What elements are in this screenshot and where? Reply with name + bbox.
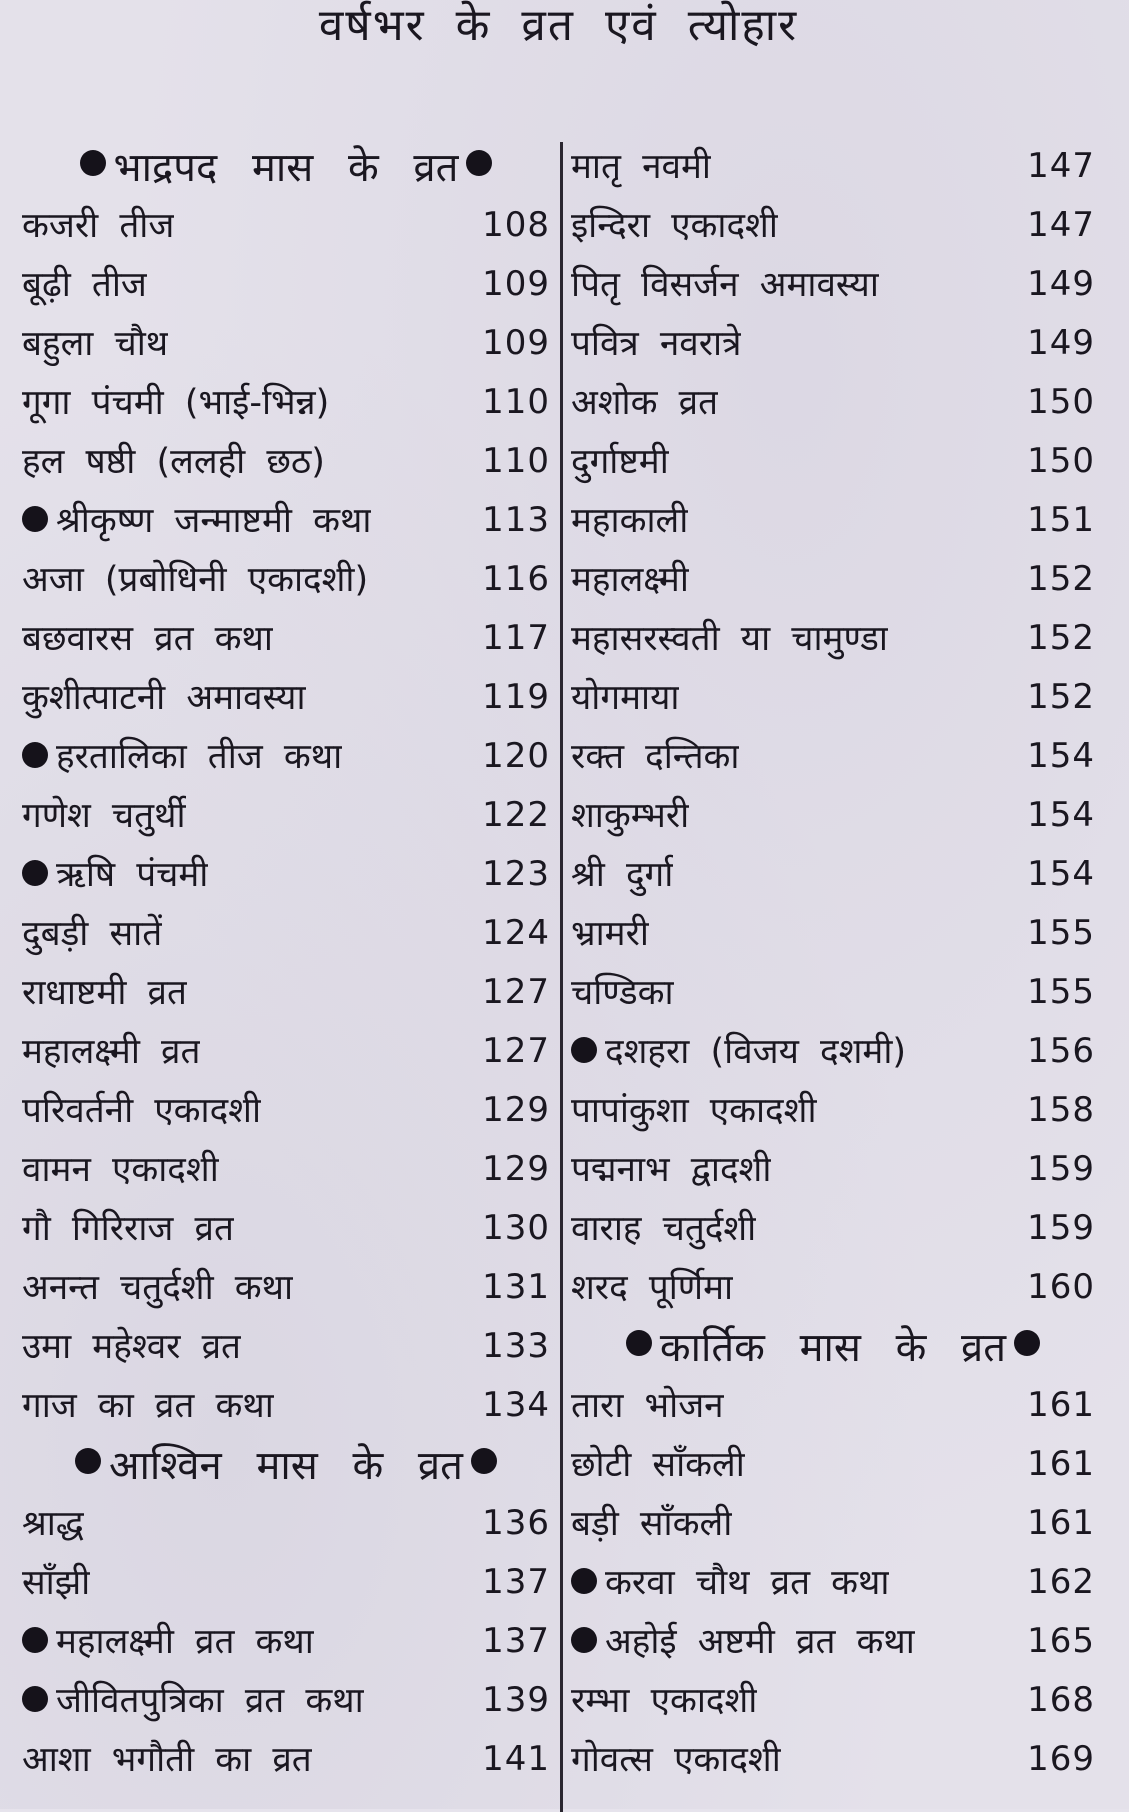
entry-name (22, 1027, 200, 1074)
entry-name (22, 1086, 261, 1133)
entry-page-number: 156 (1027, 1030, 1095, 1071)
month-heading (571, 1316, 1095, 1375)
index-entry (22, 549, 550, 608)
bullet-icon (80, 150, 106, 176)
entry-title: पवित्र नवरात्रे (571, 324, 742, 364)
entry-title: राधाष्टमी व्रत (22, 973, 187, 1013)
entry-name (22, 260, 147, 307)
index-entry (571, 1080, 1095, 1139)
entry-name (571, 496, 688, 543)
index-entry (22, 608, 550, 667)
entry-page-number: 109 (482, 263, 550, 304)
entry-page-number: 134 (482, 1384, 550, 1425)
entry-page-number: 137 (482, 1620, 550, 1661)
index-entry (571, 431, 1095, 490)
entry-title: दुर्गाष्टमी (571, 442, 669, 482)
entry-title: बूढ़ी तीज (22, 265, 147, 305)
entry-page-number: 161 (1027, 1384, 1095, 1425)
index-entry (22, 844, 550, 903)
index-entry (571, 1021, 1095, 1080)
entry-name (571, 555, 689, 602)
entry-title: मातृ नवमी (571, 147, 711, 187)
entry-title: शाकुम्भरी (571, 796, 690, 836)
entry-name (22, 1558, 90, 1605)
index-entry (571, 372, 1095, 431)
entry-title: अजा (प्रबोधिनी एकादशी) (22, 560, 369, 600)
entry-page-number: 155 (1027, 912, 1095, 953)
entry-title: करवा चौथ व्रत कथा (605, 1563, 890, 1603)
entry-page-number: 160 (1027, 1266, 1095, 1307)
entry-name (22, 1322, 241, 1369)
index-entry (22, 490, 550, 549)
entry-name (22, 1204, 234, 1251)
entry-page-number: 159 (1027, 1148, 1095, 1189)
entry-name (22, 319, 168, 366)
entry-name (22, 378, 329, 425)
entry-name (22, 1145, 219, 1192)
entry-title: साँझी (22, 1563, 91, 1603)
entry-title: तारा भोजन (571, 1386, 724, 1426)
index-entry (571, 608, 1095, 667)
entry-name (571, 1440, 745, 1487)
index-entry (22, 1257, 550, 1316)
index-entry (571, 1198, 1095, 1257)
entry-page-number: 165 (1027, 1620, 1095, 1661)
entry-page-number: 149 (1027, 263, 1095, 304)
entry-name (571, 142, 711, 189)
entry-title: इन्दिरा एकादशी (571, 206, 778, 246)
index-entry (22, 1611, 550, 1670)
entry-name (571, 1086, 817, 1133)
index-entry (22, 1198, 550, 1257)
entry-page-number: 120 (482, 735, 550, 776)
entry-page-number: 139 (482, 1679, 550, 1720)
entry-page-number: 117 (482, 617, 550, 658)
entry-title: भ्रामरी (571, 914, 649, 954)
entry-page-number: 159 (1027, 1207, 1095, 1248)
entry-name (22, 909, 162, 956)
entry-page-number: 158 (1027, 1089, 1095, 1130)
bullet-icon (22, 742, 48, 768)
entry-title: दुबड़ी सातें (22, 914, 163, 954)
entry-page-number: 152 (1027, 617, 1095, 658)
index-entry (22, 1316, 550, 1375)
entry-title: रक्त दन्तिका (571, 737, 740, 777)
index-entry (571, 549, 1095, 608)
entry-title: पितृ विसर्जन अमावस्या (571, 265, 879, 305)
entry-name (571, 1263, 733, 1310)
entry-page-number: 130 (482, 1207, 550, 1248)
index-entry (571, 1552, 1095, 1611)
entry-page-number: 147 (1027, 145, 1095, 186)
entry-page-number: 154 (1027, 853, 1095, 894)
entry-title: गोवत्स एकादशी (571, 1740, 781, 1780)
index-entry (571, 785, 1095, 844)
entry-title: बछवारस व्रत कथा (22, 619, 273, 659)
entry-name (571, 614, 888, 661)
entry-page-number: 141 (482, 1738, 550, 1779)
entry-page-number: 113 (482, 499, 550, 540)
entry-name (571, 909, 649, 956)
entry-name (571, 850, 673, 897)
month-heading (22, 136, 550, 195)
entry-name (571, 319, 741, 366)
entry-name (571, 1204, 756, 1251)
index-entry (571, 254, 1095, 313)
entry-title: बहुला चौथ (22, 324, 169, 364)
entry-name (571, 1558, 889, 1605)
index-entry (571, 1493, 1095, 1552)
entry-title: महालक्ष्मी (571, 560, 689, 600)
entry-title: हल षष्ठी (ललही छठ) (22, 442, 325, 482)
index-entry (571, 903, 1095, 962)
entry-title: गौ गिरिराज व्रत (22, 1209, 234, 1249)
entry-name (22, 201, 174, 248)
entry-name (22, 1735, 312, 1782)
index-entry (571, 490, 1095, 549)
index-entry (571, 195, 1095, 254)
index-entry (571, 1729, 1095, 1788)
entry-title: अशोक व्रत (571, 383, 719, 423)
index-entry (571, 726, 1095, 785)
entry-name (571, 791, 689, 838)
entry-title: जीवितपुत्रिका व्रत कथा (56, 1681, 364, 1721)
entry-name (571, 1499, 732, 1546)
index-entry (22, 431, 550, 490)
entry-page-number: 150 (1027, 440, 1095, 481)
entry-page-number: 127 (482, 1030, 550, 1071)
entry-page-number: 147 (1027, 204, 1095, 245)
entry-page-number: 119 (482, 676, 550, 717)
index-entry (571, 1257, 1095, 1316)
entry-title: कुशीत्पाटनी अमावस्या (22, 678, 306, 718)
entry-name (22, 437, 325, 484)
bullet-icon (22, 1686, 48, 1712)
entry-page-number: 161 (1027, 1443, 1095, 1484)
index-entry (22, 372, 550, 431)
entry-title: दशहरा (विजय दशमी) (605, 1032, 907, 1072)
entry-title: आशा भगौती का व्रत (22, 1740, 312, 1780)
right-column (563, 136, 1095, 1809)
entry-name (22, 555, 368, 602)
entry-name (22, 1381, 274, 1428)
index-entry (22, 1552, 550, 1611)
entry-name (22, 850, 208, 897)
entry-name (22, 496, 371, 543)
index-entry (22, 1493, 550, 1552)
page-title: वर्षभर के व्रत एवं त्योहार (318, 0, 799, 51)
entry-name (571, 378, 718, 425)
entry-title: कजरी तीज (22, 206, 175, 246)
entry-title: उमा महेश्वर व्रत (22, 1327, 242, 1367)
bullet-icon (75, 1448, 101, 1474)
index-entry (22, 254, 550, 313)
entry-name (571, 260, 879, 307)
entry-page-number: 150 (1027, 381, 1095, 422)
entry-name (571, 968, 674, 1015)
entry-name (22, 1263, 293, 1310)
bullet-icon (626, 1330, 652, 1356)
entry-title: योगमाया (571, 678, 680, 718)
month-heading (22, 1434, 550, 1493)
index-entry (22, 1670, 550, 1729)
index-entry (22, 903, 550, 962)
bullet-icon (22, 506, 48, 532)
entry-page-number: 124 (482, 912, 550, 953)
entry-name (571, 1145, 771, 1192)
index-entry (571, 1611, 1095, 1670)
bullet-icon (471, 1448, 497, 1474)
entry-title: महालक्ष्मी व्रत कथा (56, 1622, 314, 1662)
entry-page-number: 136 (482, 1502, 550, 1543)
entry-title: गाज का व्रत कथा (22, 1386, 274, 1426)
entry-page-number: 133 (482, 1325, 550, 1366)
entry-page-number: 131 (482, 1266, 550, 1307)
entry-title: गणेश चतुर्थी (22, 796, 186, 836)
entry-page-number: 168 (1027, 1679, 1095, 1720)
index-entry (22, 726, 550, 785)
entry-name (571, 732, 739, 779)
entry-page-number: 109 (482, 322, 550, 363)
entry-title: छोटी साँकली (571, 1445, 745, 1485)
entry-name (22, 614, 273, 661)
index-entry (571, 1139, 1095, 1198)
entry-page-number: 154 (1027, 735, 1095, 776)
entry-title: वामन एकादशी (22, 1150, 219, 1190)
index-entry (22, 667, 550, 726)
entry-title: पद्मनाभ द्वादशी (571, 1150, 772, 1190)
entry-page-number: 161 (1027, 1502, 1095, 1543)
index-entry (571, 1670, 1095, 1729)
index-entry (571, 313, 1095, 372)
bullet-icon (1014, 1330, 1040, 1356)
index-entry (571, 844, 1095, 903)
entry-page-number: 149 (1027, 322, 1095, 363)
entry-title: श्रीकृष्ण जन्माष्टमी कथा (56, 501, 372, 541)
entry-page-number: 152 (1027, 558, 1095, 599)
entry-title: श्राद्ध (22, 1504, 84, 1544)
index-entry (22, 313, 550, 372)
index-entry (22, 1080, 550, 1139)
entry-title: अनन्त चतुर्दशी कथा (22, 1268, 294, 1308)
entry-name (22, 1676, 364, 1723)
entry-name (22, 1499, 84, 1546)
entry-name (571, 201, 778, 248)
index-entry (571, 136, 1095, 195)
index-entry (22, 1729, 550, 1788)
entry-title: पापांकुशा एकादशी (571, 1091, 817, 1131)
entry-title: हरतालिका तीज कथा (56, 737, 343, 777)
entry-page-number: 154 (1027, 794, 1095, 835)
index-entry (22, 962, 550, 1021)
entry-name (571, 1027, 906, 1074)
entry-title: चण्डिका (571, 973, 674, 1013)
index-entry (22, 195, 550, 254)
entry-title: श्री दुर्गा (571, 855, 674, 895)
bullet-icon (571, 1627, 597, 1653)
index-entry (571, 1434, 1095, 1493)
entry-name (571, 673, 679, 720)
entry-title: अहोई अष्टमी व्रत कथा (605, 1622, 915, 1662)
entry-page-number: 152 (1027, 676, 1095, 717)
bullet-icon (22, 860, 48, 886)
index-entry (22, 1375, 550, 1434)
index-entry (571, 1375, 1095, 1434)
entry-page-number: 110 (482, 440, 550, 481)
entry-title: बड़ी साँकली (571, 1504, 733, 1544)
bullet-icon (466, 150, 492, 176)
index-entry (571, 962, 1095, 1021)
index-columns (22, 136, 1095, 1809)
entry-page-number: 123 (482, 853, 550, 894)
index-entry (571, 667, 1095, 726)
entry-page-number: 129 (482, 1089, 550, 1130)
entry-title: गूगा पंचमी (भाई-भिन्न) (22, 383, 330, 423)
entry-page-number: 162 (1027, 1561, 1095, 1602)
entry-title: महाकाली (571, 501, 689, 541)
left-column (22, 136, 560, 1809)
entry-name (571, 1381, 724, 1428)
entry-title: ऋषि पंचमी (56, 855, 209, 895)
entry-page-number: 127 (482, 971, 550, 1012)
entry-page-number: 108 (482, 204, 550, 245)
entry-name (571, 437, 669, 484)
entry-name (22, 791, 186, 838)
entry-name (22, 732, 342, 779)
index-entry (22, 785, 550, 844)
entry-name (22, 968, 187, 1015)
entry-page-number: 137 (482, 1561, 550, 1602)
index-entry (22, 1021, 550, 1080)
entry-name (22, 1617, 314, 1664)
entry-name (22, 673, 306, 720)
entry-title: वाराह चतुर्दशी (571, 1209, 757, 1249)
entry-name (571, 1617, 915, 1664)
entry-page-number: 129 (482, 1148, 550, 1189)
index-entry (22, 1139, 550, 1198)
entry-title: शरद पूर्णिमा (571, 1268, 734, 1308)
entry-page-number: 122 (482, 794, 550, 835)
entry-page-number: 116 (482, 558, 550, 599)
entry-page-number: 169 (1027, 1738, 1095, 1779)
entry-title: परिवर्तनी एकादशी (22, 1091, 262, 1131)
entry-page-number: 151 (1027, 499, 1095, 540)
entry-name (571, 1735, 781, 1782)
month-heading-text: भाद्रपद मास के व्रत (113, 145, 459, 191)
month-heading-text: आश्विन मास के व्रत (109, 1443, 463, 1489)
entry-page-number: 155 (1027, 971, 1095, 1012)
entry-title: महासरस्वती या चामुण्डा (571, 619, 888, 659)
entry-title: महालक्ष्मी व्रत (22, 1032, 201, 1072)
entry-name (571, 1676, 757, 1723)
entry-title: रम्भा एकादशी (571, 1681, 758, 1721)
month-heading-text: कार्तिक मास के व्रत (659, 1325, 1007, 1371)
bullet-icon (571, 1037, 597, 1063)
bullet-icon (22, 1627, 48, 1653)
bullet-icon (571, 1568, 597, 1594)
entry-page-number: 110 (482, 381, 550, 422)
